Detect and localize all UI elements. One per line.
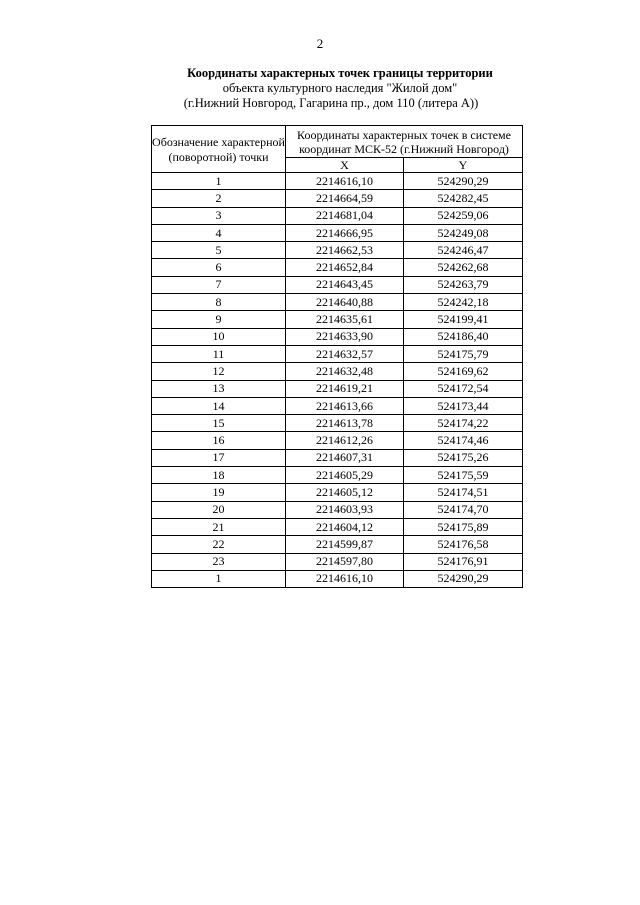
- heading-address: (г.Нижний Новгород, Гагарина пр., дом 110 (литера А)): [183, 96, 479, 110]
- x-cell: 2214681,04: [286, 207, 404, 224]
- table-row: [152, 449, 523, 466]
- y-cell: 524263,79: [404, 276, 523, 293]
- x-cell: 2214652,84: [286, 259, 404, 276]
- y-cell: 524242,18: [404, 294, 523, 311]
- point-label-header: Обозначение характерной (поворотной) точки: [152, 126, 286, 173]
- point-cell: 21: [152, 518, 286, 535]
- y-cell: 524282,45: [404, 190, 523, 207]
- table-row: [152, 242, 523, 259]
- point-cell: 14: [152, 397, 286, 414]
- x-cell: 2214662,53: [286, 242, 404, 259]
- point-cell: 2: [152, 190, 286, 207]
- coordinates-table-body: [152, 173, 523, 588]
- y-cell: 524176,58: [404, 536, 523, 553]
- y-cell: 524262,68: [404, 259, 523, 276]
- y-cell: 524186,40: [404, 328, 523, 345]
- point-cell: 22: [152, 536, 286, 553]
- point-cell: 11: [152, 345, 286, 362]
- y-cell: 524249,08: [404, 224, 523, 241]
- x-cell: 2214612,26: [286, 432, 404, 449]
- point-cell: 12: [152, 363, 286, 380]
- coordinates-table: [151, 125, 523, 588]
- y-cell: 524290,29: [404, 173, 523, 190]
- point-cell: 18: [152, 467, 286, 484]
- x-cell: 2214640,88: [286, 294, 404, 311]
- y-cell: 524169,62: [404, 363, 523, 380]
- table-row: [152, 536, 523, 553]
- y-cell: 524199,41: [404, 311, 523, 328]
- point-cell: 6: [152, 259, 286, 276]
- x-cell: 2214666,95: [286, 224, 404, 241]
- x-cell: 2214613,78: [286, 415, 404, 432]
- y-cell: 524175,26: [404, 449, 523, 466]
- page-number: 2: [316, 36, 324, 51]
- table-row: [152, 207, 523, 224]
- document-heading: [150, 66, 530, 111]
- point-cell: 4: [152, 224, 286, 241]
- point-cell: 13: [152, 380, 286, 397]
- y-cell: 524174,51: [404, 484, 523, 501]
- y-cell: 524172,54: [404, 380, 523, 397]
- x-cell: 2214604,12: [286, 518, 404, 535]
- x-cell: 2214643,45: [286, 276, 404, 293]
- x-header: X: [286, 158, 404, 173]
- table-row: [152, 380, 523, 397]
- x-cell: 2214632,48: [286, 363, 404, 380]
- point-cell: 1: [152, 570, 286, 587]
- point-cell: 8: [152, 294, 286, 311]
- table-row: [152, 276, 523, 293]
- table-row: [152, 518, 523, 535]
- table-row: [152, 570, 523, 587]
- y-cell: 524175,59: [404, 467, 523, 484]
- point-cell: 5: [152, 242, 286, 259]
- coordinate-system-header: Координаты характерных точек в системе координат МСК-52 (г.Нижний Новгород): [286, 126, 523, 158]
- y-cell: 524173,44: [404, 397, 523, 414]
- table-row: [152, 363, 523, 380]
- y-cell: 524175,89: [404, 518, 523, 535]
- y-cell: 524174,46: [404, 432, 523, 449]
- y-cell: 524174,22: [404, 415, 523, 432]
- x-cell: 2214605,29: [286, 467, 404, 484]
- y-cell: 524290,29: [404, 570, 523, 587]
- point-cell: 3: [152, 207, 286, 224]
- table-row: [152, 553, 523, 570]
- y-header: Y: [404, 158, 523, 173]
- point-cell: 23: [152, 553, 286, 570]
- point-cell: 17: [152, 449, 286, 466]
- point-cell: 15: [152, 415, 286, 432]
- table-row: [152, 311, 523, 328]
- x-cell: 2214613,66: [286, 397, 404, 414]
- x-cell: 2214664,59: [286, 190, 404, 207]
- table-row: [152, 190, 523, 207]
- table-row: [152, 328, 523, 345]
- x-cell: 2214619,21: [286, 380, 404, 397]
- table-row: [152, 467, 523, 484]
- x-cell: 2214616,10: [286, 173, 404, 190]
- table-row: [152, 501, 523, 518]
- y-cell: 524176,91: [404, 553, 523, 570]
- y-cell: 524246,47: [404, 242, 523, 259]
- x-cell: 2214633,90: [286, 328, 404, 345]
- point-cell: 9: [152, 311, 286, 328]
- table-row: [152, 415, 523, 432]
- y-cell: 524175,79: [404, 345, 523, 362]
- x-cell: 2214597,80: [286, 553, 404, 570]
- point-cell: 10: [152, 328, 286, 345]
- table-row: [152, 397, 523, 414]
- table-row: [152, 345, 523, 362]
- x-cell: 2214599,87: [286, 536, 404, 553]
- point-cell: 7: [152, 276, 286, 293]
- x-cell: 2214616,10: [286, 570, 404, 587]
- x-cell: 2214635,61: [286, 311, 404, 328]
- x-cell: 2214632,57: [286, 345, 404, 362]
- table-row: [152, 294, 523, 311]
- x-cell: 2214603,93: [286, 501, 404, 518]
- table-row: [152, 484, 523, 501]
- point-cell: 20: [152, 501, 286, 518]
- table-row: [152, 432, 523, 449]
- x-cell: 2214607,31: [286, 449, 404, 466]
- table-row: [152, 173, 523, 190]
- point-cell: 16: [152, 432, 286, 449]
- y-cell: 524259,06: [404, 207, 523, 224]
- y-cell: 524174,70: [404, 501, 523, 518]
- table-row: [152, 259, 523, 276]
- heading-object-name: объекта культурного наследия "Жилой дом": [222, 81, 458, 95]
- x-cell: 2214605,12: [286, 484, 404, 501]
- point-cell: 19: [152, 484, 286, 501]
- table-row: [152, 224, 523, 241]
- heading-title: Координаты характерных точек границы территории: [187, 66, 493, 80]
- point-cell: 1: [152, 173, 286, 190]
